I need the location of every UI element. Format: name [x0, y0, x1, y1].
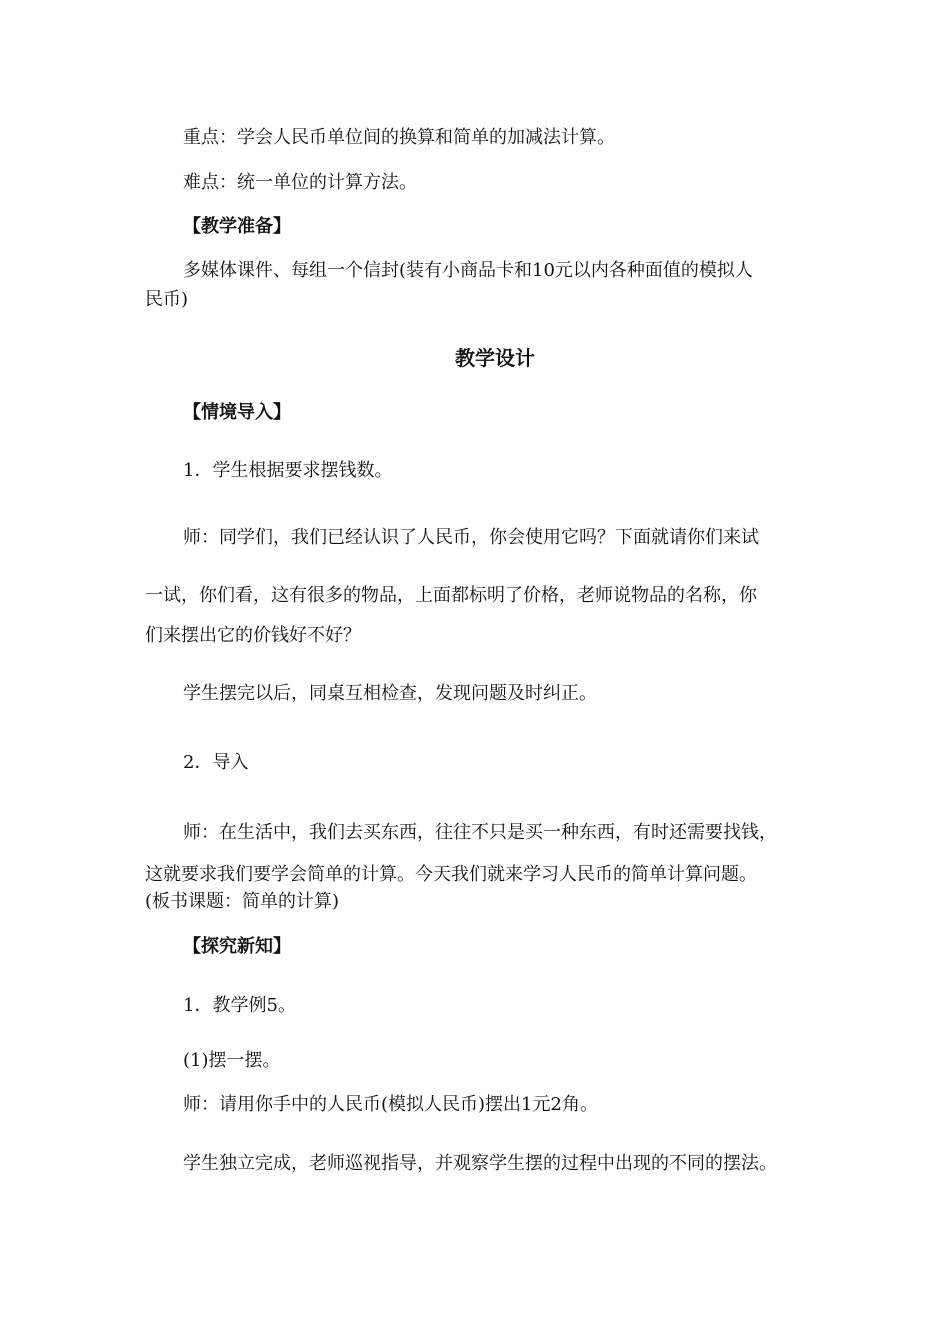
explore-heading: 【探究新知】: [183, 936, 291, 957]
teacher-dialogue-1-line2: 一试，你们看，这有很多的物品，上面都标明了价格，老师说物品的名称，你: [145, 585, 757, 606]
difficult-point-text: 难点：统一单位的计算方法。: [183, 172, 417, 193]
teacher-dialogue-1-line3: 们来摆出它的价钱好不好？: [145, 625, 361, 646]
intro-item-2: 2．导入: [183, 752, 249, 773]
intro-heading: 【情境导入】: [183, 402, 291, 423]
prep-heading: 【教学准备】: [183, 216, 291, 237]
key-point-text: 重点：学会人民币单位间的换算和简单的加减法计算。: [183, 127, 615, 148]
prep-text-line1: 多媒体课件、每组一个信封(装有小商品卡和10元以内各种面值的模拟人: [183, 260, 753, 281]
explore-item-1: 1．教学例5。: [183, 995, 296, 1016]
intro-item-1: 1．学生根据要求摆钱数。: [183, 460, 393, 481]
students-activity-2: 学生独立完成，老师巡视指导，并观察学生摆的过程中出现的不同的摆法。: [183, 1153, 777, 1174]
teacher-dialogue-3: 师：请用你手中的人民币(模拟人民币)摆出1元2角。: [183, 1094, 598, 1115]
design-title: 教学设计: [455, 346, 535, 370]
prep-text-line2: 民币): [145, 289, 189, 310]
teacher-dialogue-2-line2: 这就要求我们要学会简单的计算。今天我们就来学习人民币的简单计算问题。: [145, 864, 757, 885]
sub-item-1: (1)摆一摆。: [183, 1050, 281, 1071]
students-activity-1: 学生摆完以后，同桌互相检查，发现问题及时纠正。: [183, 683, 597, 704]
teacher-dialogue-1-line1: 师：同学们，我们已经认识了人民币，你会使用它吗？下面就请你们来试: [183, 527, 759, 548]
teacher-dialogue-2-line3: (板书课题：简单的计算): [145, 891, 340, 912]
teacher-dialogue-2-line1: 师：在生活中，我们去买东西，往往不只是买一种东西，有时还需要找钱，: [183, 822, 777, 843]
